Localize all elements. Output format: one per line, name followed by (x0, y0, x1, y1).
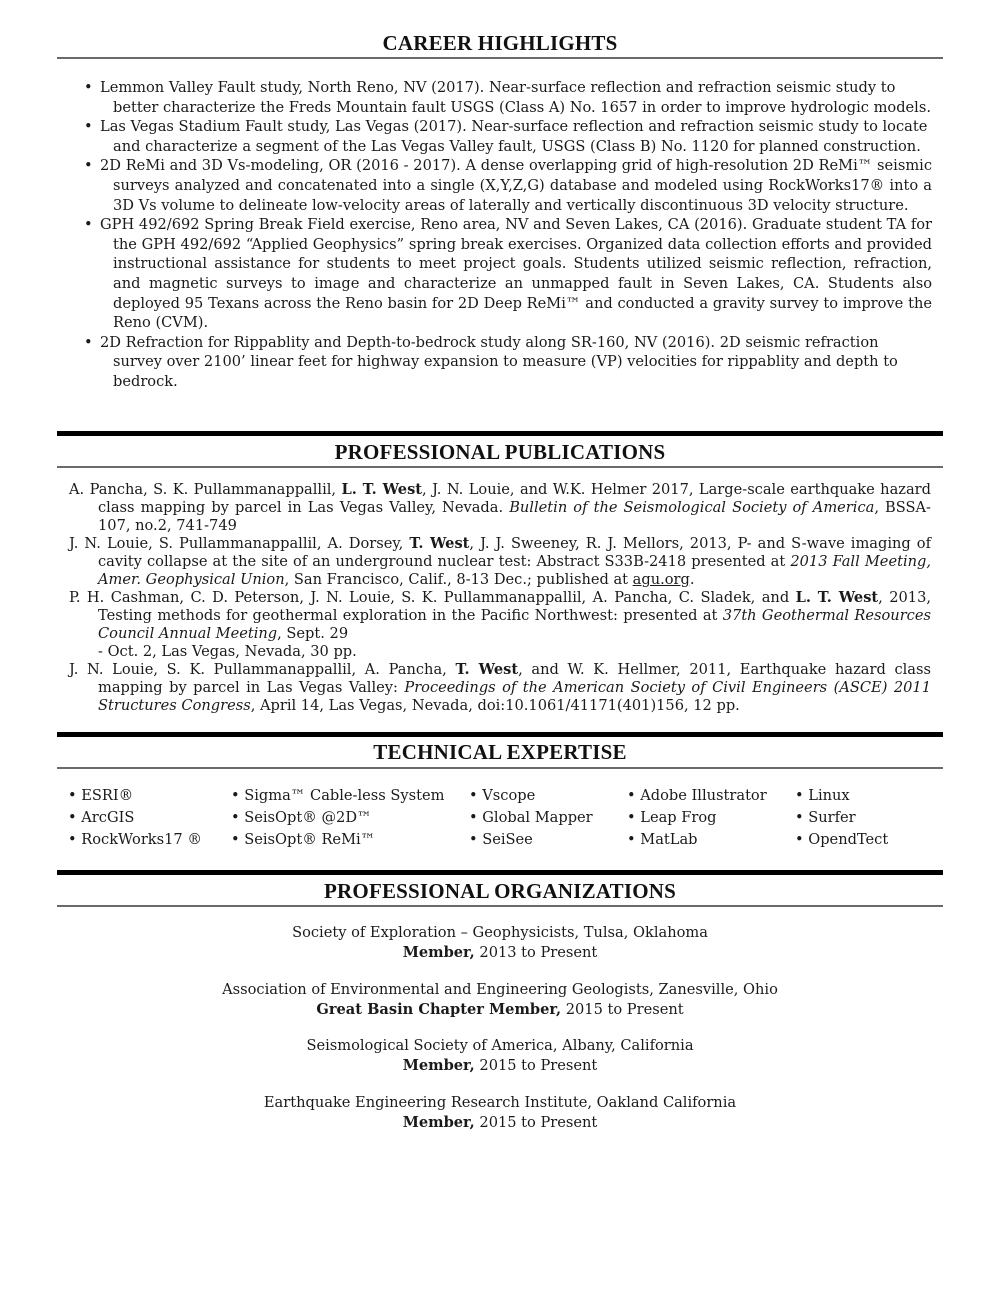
divider-thin (57, 905, 943, 907)
publications-heading: PROFESSIONAL PUBLICATIONS (334, 440, 666, 464)
bullet-icon: • (627, 809, 636, 826)
publication-continuation: - Oct. 2, Las Vegas, Nevada, 30 pp. (98, 643, 357, 660)
membership-role: Member, (402, 1114, 475, 1131)
bullet-icon: • (469, 831, 478, 848)
skills-column (627, 785, 767, 851)
bullet-icon: • (231, 787, 240, 804)
membership-role: Member, (402, 1057, 475, 1074)
membership-period: 2015 to Present (474, 1057, 598, 1074)
bullet-icon: • (84, 216, 93, 234)
technical-expertise-heading: TECHNICAL EXPERTISE (373, 740, 627, 764)
bullet-icon: • (469, 787, 478, 804)
highlighted-author: T. West (455, 661, 519, 678)
membership-role: Member, (402, 944, 475, 961)
skills-column (68, 785, 202, 851)
publications-list (69, 481, 931, 715)
organization-entry (57, 1093, 943, 1133)
skill-item: • RockWorks17 ® (68, 831, 202, 848)
skill-item: • ESRI® (68, 787, 134, 804)
divider-thin (57, 57, 943, 59)
skill-item: • MatLab (627, 831, 698, 848)
publication-entry: P. H. Cashman, C. D. Peterson, J. N. Louie, S. K. Pullammanappallil, A. Pancha, C. Sladek, and L. T. West, 2013, Testing methods for geothermal exploration in the Pacific Northwest: presented at 37th Geothermal Resources Council Annual Meeting, Sept. 29 - Oct. 2, Las Vegas, Nevada, 30 pp. (69, 589, 931, 660)
career-item: • 2D Refraction for Rippablity and Depth-to-bedrock study along SR-160, NV (2016). 2D seismic refraction survey over 2100’ linear feet for highway expansion to measure (VP) velocities for rippablity and depth to bedrock. (84, 333, 898, 390)
publication-entry: J. N. Louie, S. K. Pullammanappallil, A. Pancha, T. West, and W. K. Hellmer, 2011, Earthquake hazard class mapping by parcel in Las Vegas Valley: Proceedings of the American Society of Civil Engineers (ASCE) 2011 Structures Congress, April 14, Las Vegas, Nevada, doi:10.1061/41171(401)156, 12 pp. (69, 661, 931, 714)
skills-column (231, 785, 444, 851)
career-item: • Las Vegas Stadium Fault study, Las Vegas (2017). Near-surface reflection and refraction seismic study to locate and characterize a segment of the Las Vegas Valley fault, USGS (Class B) No. 1120 for planned construction. (84, 118, 928, 155)
skill-item: • Leap Frog (627, 809, 717, 826)
skill-item: • SeisOpt® ReMi™ (231, 831, 376, 848)
skill-item: • ArcGIS (68, 809, 135, 826)
skill-item: • Adobe Illustrator (627, 787, 767, 804)
publication-venue: Bulletin of the Seismological Society of America (509, 499, 875, 516)
skill-item: • OpendTect (795, 831, 889, 848)
skill-item: • SeiSee (469, 831, 533, 848)
skills-column (469, 785, 593, 851)
bullet-icon: • (795, 787, 804, 804)
career-item: • 2D ReMi and 3D Vs-modeling, OR (2016 - 2017). A dense overlapping grid of high-resolution 2D ReMi™ seismic surveys analyzed and concatenated into a single (X,Y,Z,G) database and modeled using RockWorks17® into a 3D Vs volume to delineate low-velocity areas of laterally and vertically discontinuous 3D velocity structure. (84, 157, 932, 214)
divider-thin (57, 466, 943, 468)
bullet-icon: • (68, 809, 77, 826)
publication-venue: 37th Geothermal Resources Council Annual Meeting (98, 607, 931, 642)
bullet-icon: • (84, 157, 93, 175)
career-item: • Lemmon Valley Fault study, North Reno, NV (2017). Near-surface reflection and refraction seismic study to better characterize the Freds Mountain fault USGS (Class A) No. 1657 in order to improve hydrologic models. (84, 79, 931, 116)
bullet-icon: • (84, 118, 93, 136)
bullet-icon: • (68, 787, 77, 804)
membership-line (57, 1000, 943, 1020)
organization-entry (57, 980, 943, 1020)
skill-item: • Sigma™ Cable-less System (231, 787, 445, 804)
skill-item: • SeisOpt® @2D™ (231, 809, 372, 826)
skill-item: • Vscope (469, 787, 536, 804)
membership-line (57, 1113, 943, 1133)
bullet-icon: • (231, 831, 240, 848)
organization-name: Seismological Society of America, Albany, California (306, 1037, 694, 1054)
bullet-icon: • (231, 809, 240, 826)
career-highlights-heading: CAREER HIGHLIGHTS (382, 31, 618, 55)
highlighted-author: L. T. West (795, 589, 879, 606)
membership-line (57, 1056, 943, 1076)
agu-link[interactable]: agu.org (632, 571, 690, 588)
membership-period: 2015 to Present (474, 1114, 598, 1131)
membership-role: Great Basin Chapter Member, (316, 1001, 562, 1018)
divider-thick (57, 732, 943, 737)
bullet-icon: • (627, 831, 636, 848)
publication-venue: Proceedings of the American Society of Civil Engineers (ASCE) 2011 Structures Congress (98, 679, 931, 714)
career-item: • GPH 492/692 Spring Break Field exercise, Reno area, NV and Seven Lakes, CA (2016). Graduate student TA for the GPH 492/692 “Applied Geophysics” spring break exercises. Organized data collection efforts and provided instructional assistance for students to meet project goals. Students utilized seismic reflection, refraction, and magnetic surveys to image and characterize an unmapped fault in Seven Lakes, CA. Students also deployed 95 Texans across the Reno basin for 2D Deep ReMi™ and conducted a gravity survey to improve the Reno (CVM). (84, 216, 932, 332)
organizations-heading: PROFESSIONAL ORGANIZATIONS (324, 879, 676, 903)
bullet-icon: • (795, 809, 804, 826)
highlighted-author: L. T. West (341, 481, 423, 498)
publication-entry: J. N. Louie, S. Pullammanappallil, A. Dorsey, T. West, J. J. Sweeney, R. J. Mellors, 2013, P- and S-wave imaging of cavity collapse at the site of an underground nuclear test: Abstract S33B-2418 presented at 2013 Fall Meeting, Amer. Geophysical Union, San Francisco, Calif., 8-13 Dec.; published at agu.org. (69, 535, 931, 588)
skill-item: • Global Mapper (469, 809, 593, 826)
organization-name: Earthquake Engineering Research Institute, Oakland California (263, 1094, 737, 1111)
divider-thick (57, 431, 943, 436)
skill-item: • Surfer (795, 809, 856, 826)
bullet-icon: • (84, 79, 93, 96)
bullet-icon: • (795, 831, 804, 848)
organization-entry (57, 1036, 943, 1076)
career-highlights-list (68, 78, 932, 392)
highlighted-author: T. West (409, 535, 470, 552)
skill-item: • Linux (795, 787, 850, 804)
skills-column (795, 785, 888, 851)
organization-entry (57, 923, 943, 963)
publication-venue: 2013 Fall Meeting, Amer. Geophysical Union (98, 553, 931, 588)
bullet-icon: • (84, 333, 93, 351)
bullet-icon: • (469, 809, 478, 826)
divider-thick (57, 870, 943, 875)
divider-thin (57, 767, 943, 769)
organization-name: Society of Exploration – Geophysicists, Tulsa, Oklahoma (292, 924, 708, 941)
membership-period: 2015 to Present (561, 1001, 684, 1018)
publication-entry: A. Pancha, S. K. Pullammanappallil, L. T. West, J. N. Louie, and W.K. Helmer 2017, Large-scale earthquake hazard class mapping by parcel in Las Vegas Valley, Nevada. Bulletin of the Seismological Society of America, BSSA-107, no.2, 741-749 (69, 481, 931, 534)
organization-name: Association of Environmental and Engineering Geologists, Zanesville, Ohio (222, 981, 778, 998)
membership-line (57, 943, 943, 963)
membership-period: 2013 to Present (474, 944, 598, 961)
bullet-icon: • (68, 831, 77, 848)
bullet-icon: • (627, 787, 636, 804)
